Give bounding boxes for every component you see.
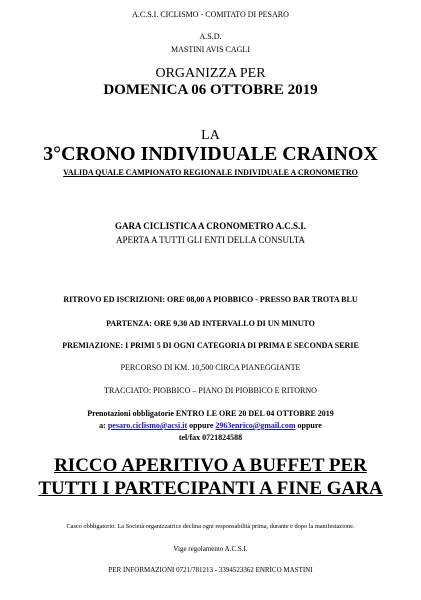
event-title: 3°CRONO INDIVIDUALE CRAINOX	[43, 143, 378, 165]
ritrovo-line: RITROVO ED ISCRIZIONI: ORE 08,00 A PIOBBICO - PRESSO BAR TROTA BLU	[63, 295, 358, 304]
asd-label: A.S.D.	[199, 32, 222, 41]
email-link-acsi[interactable]: pesaro.ciclismo@acsi.it	[107, 421, 188, 430]
prenotazioni-line: Prenotazioni obbligatorie ENTRO LE ORE 20 DEL 04 OTTOBRE 2019	[87, 409, 334, 418]
aperitivo-line-2: TUTTI I PARTECIPANTI A FINE GARA	[38, 478, 383, 499]
partenza-line: PARTENZA: ORE 9,30 AD INTERVALLO DI UN MINUTO	[106, 319, 315, 328]
organizza-label: ORGANIZZA PER	[155, 66, 266, 81]
event-date: DOMENICA 06 OTTOBRE 2019	[103, 82, 318, 98]
org-line: A.C.S.I. CICLISMO - COMITATO DI PESARO	[132, 10, 289, 19]
la-label: LA	[201, 128, 220, 143]
casco-disclaimer: Casco obbligatorio. La Società organizzatrice declina ogni responsabilità prima, durante e dopo la manifestazione.	[66, 523, 355, 530]
telfax-line: tel/fax 0721824588	[178, 433, 243, 442]
contacts-prefix: a:	[99, 421, 108, 430]
premiazione-line: PREMIAZIONE: I PRIMI 5 DI OGNI CATEGORIA DI PRIMA E SECONDA SERIE	[62, 341, 359, 350]
email-link-enrico[interactable]: 2963enrico@gmail.com	[215, 421, 296, 430]
gara-line-2: APERTA A TUTTI GLI ENTI DELLA CONSULTA	[115, 235, 305, 245]
contacts-line	[0, 421, 421, 430]
aperitivo-line-1: RICCO APERITIVO A BUFFET PER	[54, 455, 367, 476]
event-subtitle: VALIDA QUALE CAMPIONATO REGIONALE INDIVIDUALE A CRONOMETRO	[63, 168, 358, 177]
percorso-line: PERCORSO DI KM. 10,500 CIRCA PIANEGGIANTE	[120, 363, 301, 372]
regolamento-line: Vige regolamento A.C.S.I.	[173, 545, 248, 553]
club-name: MASTINI AVIS CAGLI	[171, 45, 250, 54]
oppure-text-1: oppure	[187, 421, 216, 430]
tracciato-line: TRACCIATO: PIOBBICO – PIANO DI PIOBBICO E RITORNO	[104, 386, 317, 395]
info-line: PER INFORMAZIONI 0721/781213 - 3394523362 ENRICO MASTINI	[108, 566, 313, 574]
gara-line-1: GARA CICLISTICA A CRONOMETRO A.C.S.I.	[114, 221, 307, 231]
oppure-text-2: oppure	[295, 421, 322, 430]
